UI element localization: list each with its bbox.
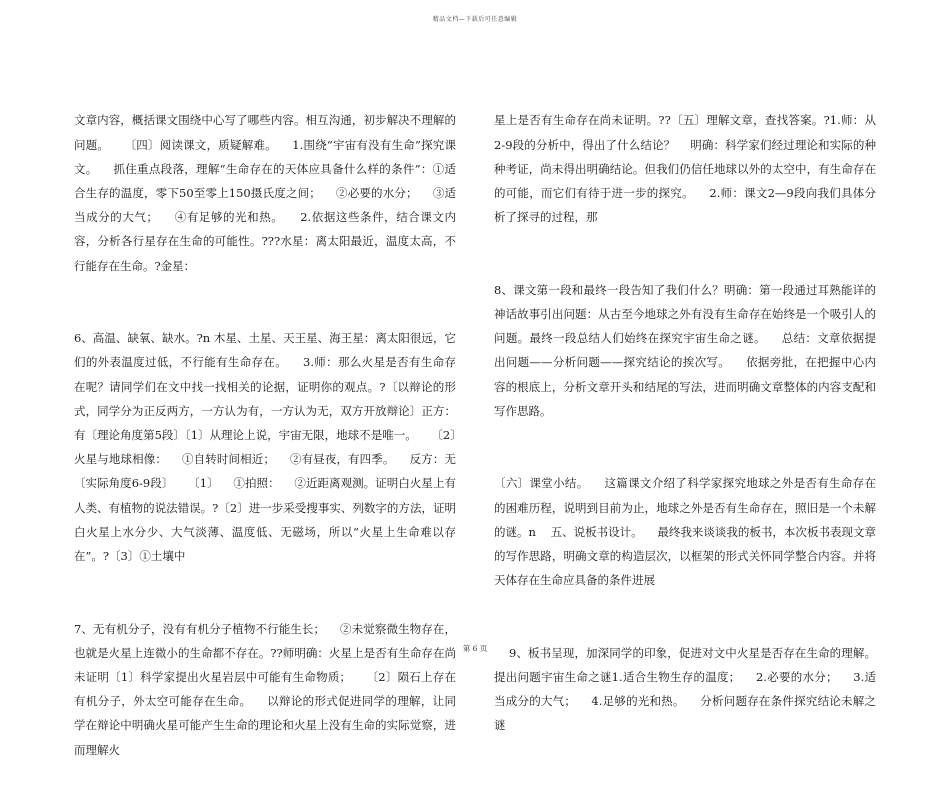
page-header: 精品文档—下载后可任意编辑 (432, 16, 518, 23)
paragraph: 6、高温、缺氧、缺水。?n 木星、土星、天王星、海王星：离太阳很远，它们的外表温度过低，不行能有生命存在。 3.师：那么火星是否有生命存在呢？请同学们在文中找一找相关的论据，证明你的观点。?〔以辩论的形式，同学分为正反两方，一方认为有，一方认为无，双方开放辩论〕正方：有〔理论角度第5段〕〔1〕从理论上说，宇宙无限，地球不是唯一。 〔2〕火星与地球相像： ①自转时间相近； ②有昼夜，有四季。 反方：无〔实际角度6-9段〕 〔1〕 ①拍照： ②近距离观测。证明白火星上有人类、有植物的说法错误。?〔2〕进一步采受搜事实、列数字的方法，证明白火星上水分少、大气淡薄、温度低、无磁场，所以“火星上生命难以存在”。?〔3〕①土壤中 (74, 331, 456, 564)
left-column (74, 60, 456, 786)
paragraph: 星上是否有生命存在尚未证明。??〔五〕理解文章，查找答案。?1.师：从2-9段的分析中，得出了什么结论？ 明确：科学家们经过理论和实际的种种考证，尚未得出明确结论。但我们仍信任地球以外的太空中，有生命存在的可能，而它们有待于进一步的探究。 2.师：课文2—9段向我们具体分析了探寻的过程，那 (494, 113, 876, 225)
paragraph: 〔六〕课堂小结。 这篇课文介绍了科学家探究地球之外是否有生命存在的困难历程，说明到目前为止，地球之外是否有生命存在，照旧是一个未解的谜。n 五、说板书设计。 最终我来谈谈我的板书，本次板书表现文章的写作思路，明确文章的构造层次，以框架的形式关怀同学整合内容。并将天体存在生命应具备的条件进展 (494, 476, 876, 588)
right-column (494, 60, 876, 762)
paragraph: 文章内容，概括课文围绕中心写了哪些内容。相互沟通，初步解决不理解的问题。 〔四〕阅读课文，质疑解难。 1.围绕“宇宙有没有生命”探究课文。 抓住重点段落，理解“生命存在的天体应具备什么样的条件”：①适合生存的温度，零下50至零上150摄氏度之间； ②必要的水分； ③适当成分的大气； ④有足够的光和热。 2.依据这些条件，结合课文内容，分析各行星存在生命的可能性。???水星：离太阳最近，温度太高，不行能存在生命。?金星： (74, 113, 456, 273)
paragraph: 9、板书呈现，加深同学的印象，促进对文中火星是否存在生命的理解。提出问题宇宙生命之谜1.适合生物生存的温度； 2.必要的水分； 3.适当成分的大气； 4.足够的光和热。 分析问题存在条件探究结论未解之谜 (494, 645, 876, 733)
paragraph: 7、无有机分子，没有有机分子植物不行能生长； ②未觉察微生物存在，也就是火星上连微小的生命都不存在。??师明确：火星上是否有生命存在尚未证明〔1〕科学家提出火星岩层中可能有生命物质； 〔2〕陨石上存在有机分子，外太空可能存在生命。 以辩论的形式促进同学的理解，让同学在辩论中明确火星可能产生生命的理论和火星上没有生命的实际觉察，进而理解火 (74, 621, 456, 757)
paragraph: 8、课文第一段和最终一段告知了我们什么？明确：第一段通过耳熟能详的神话故事引出问题：从古至今地球之外有没有生命存在始终是一个吸引人的问题。最终一段总结人们始终在探究宇宙生命之谜。 总结：文章依据提出问题——分析问题——探究结论的挨次写。 依据旁批，在把握中心内容的根底上，分析文章开头和结尾的写法，进而明确文章整体的内容支配和写作思路。 (494, 282, 876, 418)
page-number: 第 6 页 (462, 644, 488, 653)
